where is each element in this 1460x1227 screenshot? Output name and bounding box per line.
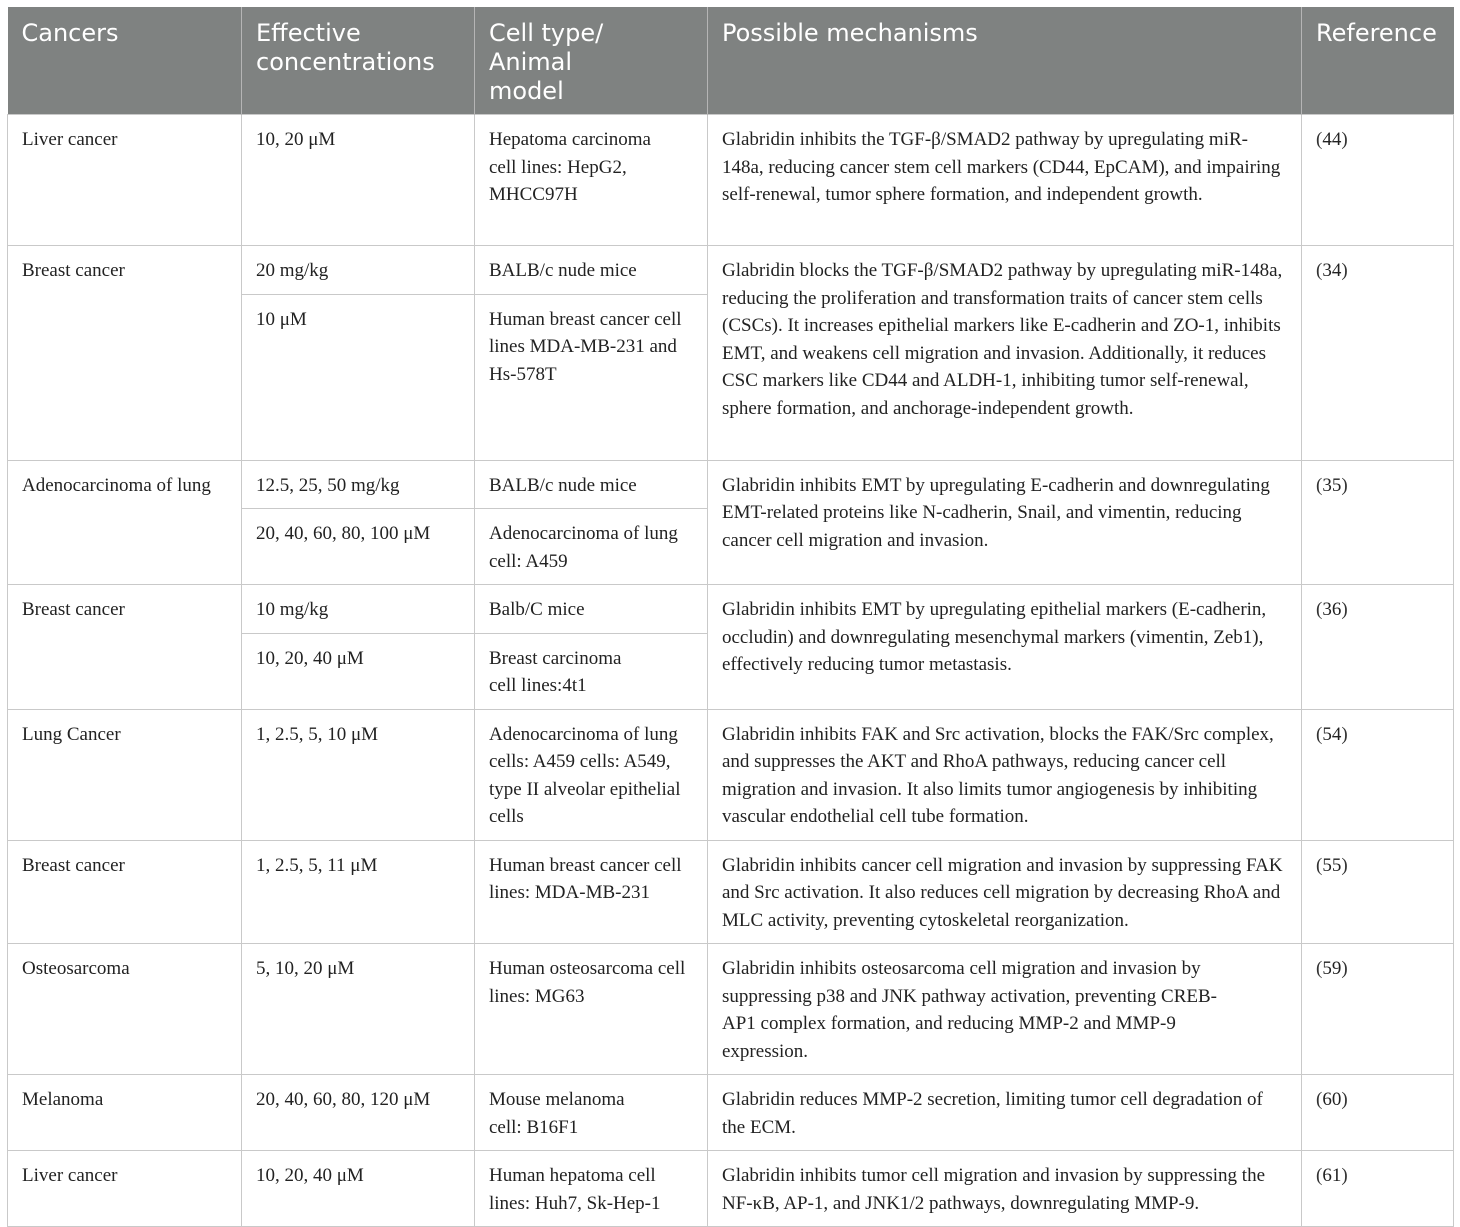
reference-link[interactable]: 36 <box>1322 599 1342 620</box>
concentration-cell: 10, 20, 40 μM <box>242 1151 475 1227</box>
reference-cell: (35) <box>1302 460 1454 585</box>
cell-type-cell: Breast carcinoma cell lines:4t1 <box>475 633 708 709</box>
mechanism-cell: Glabridin blocks the TGF-β/SMAD2 pathway by upregulating miR-148a, reducing the proliferation and transformation traits of cancer stem cells (CSCs). It increases epithelial markers like E-cadherin and ZO-1, inhibits EMT, and weakens cell migration and invasion. Additionally, it reduces CSC markers like CD44 and ALDH-1, inhibiting tumor self-renewal, sphere formation, and anchorage-independent growth. <box>708 246 1302 461</box>
reference-link[interactable]: 61 <box>1322 1165 1342 1186</box>
cell-type-cell: Adenocarcinoma of lung cell: A459 <box>475 509 708 585</box>
reference-cell: (36) <box>1302 585 1454 710</box>
mechanism-cell: Glabridin inhibits EMT by upregulating epithelial markers (E-cadherin, occludin) and downregulating mesenchymal markers (vimentin, Zeb1), effectively reducing tumor metastasis. <box>708 585 1302 710</box>
reference-cell: (60) <box>1302 1075 1454 1151</box>
cell-type-cell: BALB/c nude mice <box>475 460 708 509</box>
concentration-cell: 10 mg/kg <box>242 585 475 634</box>
cancer-cell: Breast cancer <box>8 246 242 461</box>
header-effective-concentrations: Effective concentrations <box>242 7 475 115</box>
header-reference: Reference <box>1302 7 1454 115</box>
table-row <box>8 709 1454 840</box>
reference-link[interactable]: 44 <box>1322 129 1342 150</box>
concentration-cell: 12.5, 25, 50 mg/kg <box>242 460 475 509</box>
reference-link[interactable]: 34 <box>1322 260 1342 281</box>
reference-link[interactable]: 35 <box>1322 474 1342 496</box>
cancer-cell: Melanoma <box>8 1075 242 1151</box>
cancer-cell: Adenocarcinoma of lung <box>8 460 242 585</box>
reference-cell: (54) <box>1302 709 1454 840</box>
table-row <box>8 944 1454 1075</box>
concentration-cell: 10 μM <box>242 294 475 460</box>
concentration-cell: 20, 40, 60, 80, 120 μM <box>242 1075 475 1151</box>
header-row <box>8 7 1454 115</box>
cell-type-cell: Mouse melanoma cell: B16F1 <box>475 1075 708 1151</box>
concentration-cell: 1, 2.5, 5, 10 μM <box>242 709 475 840</box>
cancer-mechanisms-table <box>7 7 1454 1227</box>
table-row <box>8 460 1454 509</box>
header-cancers: Cancers <box>8 7 242 115</box>
reference-link[interactable]: 59 <box>1322 958 1342 979</box>
table-row <box>8 1075 1454 1151</box>
cancer-cell: Breast cancer <box>8 840 242 944</box>
cancer-cell: Liver cancer <box>8 1151 242 1227</box>
mechanism-cell: Glabridin inhibits osteosarcoma cell migration and invasion by suppressing p38 and JNK pathway activation, preventing CREB-AP1 complex formation, and reducing MMP-2 and MMP-9 expression. <box>708 944 1302 1075</box>
table-row <box>8 840 1454 944</box>
cancer-cell: Breast cancer <box>8 585 242 710</box>
cell-type-cell: Hepatoma carcinoma cell lines: HepG2, MHCC97H <box>475 115 708 246</box>
mechanism-cell: Glabridin reduces MMP-2 secretion, limiting tumor cell degradation of the ECM. <box>708 1075 1302 1151</box>
table-row <box>8 246 1454 295</box>
cell-type-cell: BALB/c nude mice <box>475 246 708 295</box>
reference-cell: (61) <box>1302 1151 1454 1227</box>
concentration-cell: 1, 2.5, 5, 11 μM <box>242 840 475 944</box>
concentration-cell: 20 mg/kg <box>242 246 475 295</box>
mechanism-cell: Glabridin inhibits tumor cell migration and invasion by suppressing the NF-κB, AP-1, and JNK1/2 pathways, downregulating MMP-9. <box>708 1151 1302 1227</box>
mechanism-cell: Glabridin inhibits the TGF-β/SMAD2 pathway by upregulating miR-148a, reducing cancer stem cell markers (CD44, EpCAM), and impairing self-renewal, tumor sphere formation, and independent growth. <box>708 115 1302 246</box>
mechanism-cell: Glabridin inhibits FAK and Src activation, blocks the FAK/Src complex, and suppresses the AKT and RhoA pathways, reducing cancer cell migration and invasion. It also limits tumor angiogenesis by inhibiting vascular endothelial cell tube formation. <box>708 709 1302 840</box>
cell-type-cell: Human hepatoma cell lines: Huh7, Sk-Hep-1 <box>475 1151 708 1227</box>
reference-cell: (55) <box>1302 840 1454 944</box>
cell-type-cell: Human osteosarcoma cell lines: MG63 <box>475 944 708 1075</box>
concentration-cell: 10, 20 μM <box>242 115 475 246</box>
reference-cell: (59) <box>1302 944 1454 1075</box>
cell-type-cell: Balb/C mice <box>475 585 708 634</box>
concentration-cell: 20, 40, 60, 80, 100 μM <box>242 509 475 585</box>
reference-link[interactable]: 54 <box>1322 723 1342 745</box>
reference-link[interactable]: 60 <box>1322 1089 1342 1110</box>
mechanism-cell: Glabridin inhibits EMT by upregulating E-cadherin and downregulating EMT-related proteins like N-cadherin, Snail, and vimentin, reducing cancer cell migration and invasion. <box>708 460 1302 585</box>
reference-cell: (34) <box>1302 246 1454 461</box>
cell-type-cell: Adenocarcinoma of lung cells: A459 cells: A549, type II alveolar epithelial cells <box>475 709 708 840</box>
table-row <box>8 1151 1454 1227</box>
cell-type-cell: Human breast cancer cell lines MDA-MB-231 and Hs-578T <box>475 294 708 460</box>
cancer-cell: Osteosarcoma <box>8 944 242 1075</box>
reference-link[interactable]: 55 <box>1322 854 1342 876</box>
reference-cell: (44) <box>1302 115 1454 246</box>
concentration-cell: 5, 10, 20 μM <box>242 944 475 1075</box>
table-row <box>8 585 1454 634</box>
cancer-cell: Liver cancer <box>8 115 242 246</box>
mechanism-cell: Glabridin inhibits cancer cell migration and invasion by suppressing FAK and Src activation. It also reduces cell migration by decreasing RhoA and MLC activity, preventing cytoskeletal reorganization. <box>708 840 1302 944</box>
cancer-cell: Lung Cancer <box>8 709 242 840</box>
concentration-cell: 10, 20, 40 μM <box>242 633 475 709</box>
header-cell-type: Cell type/ Animal model <box>475 7 708 115</box>
table-row <box>8 115 1454 246</box>
cell-type-cell: Human breast cancer cell lines: MDA-MB-231 <box>475 840 708 944</box>
header-possible-mechanisms: Possible mechanisms <box>708 7 1302 115</box>
